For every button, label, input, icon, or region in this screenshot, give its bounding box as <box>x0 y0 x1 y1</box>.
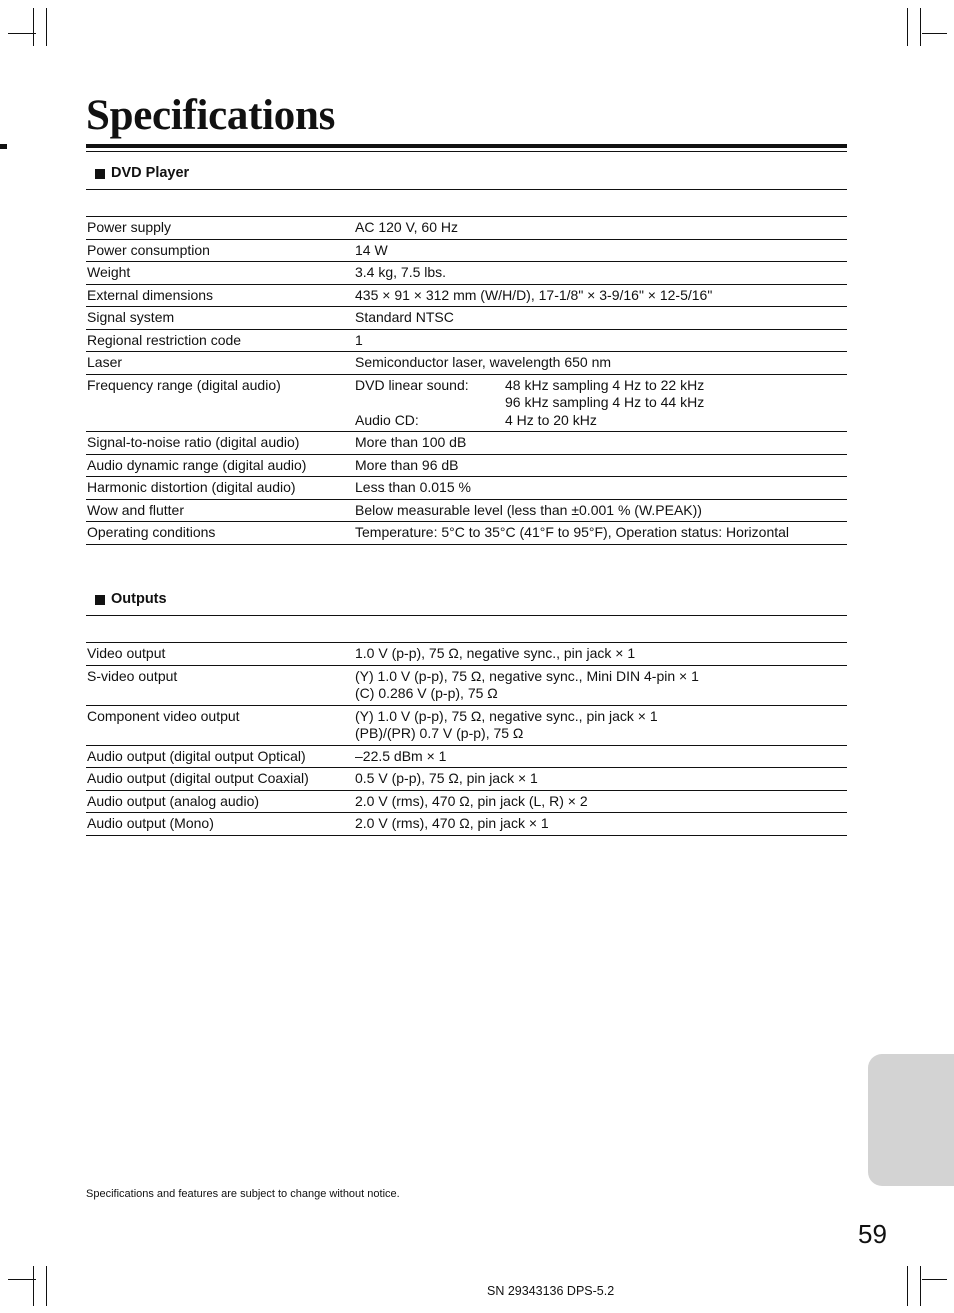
spec-value-line: Standard NTSC <box>355 309 454 325</box>
spec-value <box>354 665 847 705</box>
spec-row <box>86 477 847 500</box>
spec-label: S-video output <box>86 665 354 705</box>
spec-label: Audio dynamic range (digital audio) <box>86 454 354 477</box>
spec-value <box>354 374 847 432</box>
page-number: 59 <box>858 1219 887 1249</box>
spec-row <box>86 790 847 813</box>
spec-value <box>354 705 847 745</box>
spec-value <box>354 329 847 352</box>
spec-row <box>86 643 847 666</box>
spec-label: Audio output (analog audio) <box>86 790 354 813</box>
spec-value-line: 14 W <box>355 241 388 258</box>
spec-value-line: –22.5 dBm × 1 <box>355 747 447 764</box>
spec-label: Audio output (digital output Optical) <box>86 745 354 768</box>
spec-value-line: 2.0 V (rms), 470 Ω, pin jack × 1 <box>355 815 549 831</box>
spec-sub-label: Audio CD: <box>355 411 419 428</box>
spec-label: Regional restriction code <box>86 329 354 352</box>
spec-value-line: More than 100 dB <box>355 434 467 450</box>
spec-row <box>86 665 847 705</box>
spec-label: External dimensions <box>86 284 354 307</box>
spec-row <box>86 329 847 352</box>
spec-row <box>86 262 847 285</box>
chapter-tab <box>868 1054 954 1186</box>
spec-row <box>86 745 847 768</box>
spec-sub-line <box>355 377 847 395</box>
spec-value <box>354 790 847 813</box>
spec-value <box>354 352 847 375</box>
outputs-heading <box>86 591 847 616</box>
spec-row <box>86 454 847 477</box>
spec-value <box>354 239 847 262</box>
spec-label: Signal-to-noise ratio (digital audio) <box>86 432 354 455</box>
spec-value <box>354 813 847 836</box>
spec-value-line-2: (PB)/(PR) 0.7 V (p-p), 75 Ω <box>355 725 524 741</box>
spec-sub-line <box>355 412 847 430</box>
spec-row <box>86 307 847 330</box>
spec-row <box>86 432 847 455</box>
spec-value <box>354 477 847 500</box>
spec-value-line: Semiconductor laser, wavelength 650 nm <box>355 354 612 370</box>
spec-sub-value: 48 kHz sampling 4 Hz to 22 kHz <box>505 376 705 393</box>
spec-value-line-2: (C) 0.286 V (p-p), 75 Ω <box>355 685 498 701</box>
spec-label: Component video output <box>86 705 354 745</box>
spec-row <box>86 284 847 307</box>
spec-value-line: (Y) 1.0 V (p-p), 75 Ω, negative sync., pin jack × 1 <box>355 707 658 724</box>
spec-value <box>354 643 847 666</box>
spec-sub-label <box>355 394 505 412</box>
spec-label: Harmonic distortion (digital audio) <box>86 477 354 500</box>
spec-label: Video output <box>86 643 354 666</box>
dvd-player-heading <box>86 165 847 190</box>
spec-label: Signal system <box>86 307 354 330</box>
spec-sub-line <box>355 394 847 412</box>
spec-row <box>86 522 847 545</box>
document-code: SN 29343136 DPS-5.2 <box>487 1284 615 1298</box>
spec-label: Audio output (Mono) <box>86 813 354 836</box>
spec-sub-value: 4 Hz to 20 kHz <box>505 411 597 428</box>
spec-value <box>354 307 847 330</box>
spec-label: Power supply <box>86 217 354 240</box>
dvd-player-heading-label: DVD Player <box>111 165 190 181</box>
page-title: Specifications <box>86 92 336 139</box>
spec-value-line: Less than 0.015 % <box>355 479 471 495</box>
spec-value-line: 1 <box>355 331 363 348</box>
spec-row <box>86 352 847 375</box>
spec-row <box>86 705 847 745</box>
spec-value <box>354 217 847 240</box>
spec-value <box>354 499 847 522</box>
spec-value-line: 0.5 V (p-p), 75 Ω, pin jack × 1 <box>355 770 538 786</box>
spec-value-line: 1.0 V (p-p), 75 Ω, negative sync., pin jack × 1 <box>355 645 636 661</box>
spec-value <box>354 768 847 791</box>
spec-sub-label: DVD linear sound: <box>355 376 469 393</box>
outputs-heading-label: Outputs <box>111 591 167 607</box>
spec-label: Frequency range (digital audio) <box>86 374 354 432</box>
spec-row <box>86 768 847 791</box>
spec-value <box>354 522 847 545</box>
square-bullet-icon <box>95 595 105 605</box>
spec-value <box>354 262 847 285</box>
spec-label: Operating conditions <box>86 522 354 545</box>
spec-row <box>86 217 847 240</box>
spec-sub-value: 96 kHz sampling 4 Hz to 44 kHz <box>505 394 705 410</box>
spec-row <box>86 813 847 836</box>
spec-label: Power consumption <box>86 239 354 262</box>
spec-value <box>354 432 847 455</box>
spec-value-line: Temperature: 5°C to 35°C (41°F to 95°F), Operation status: Horizontal <box>355 524 790 540</box>
spec-value-line: Below measurable level (less than ±0.001 % (W.PEAK)) <box>355 501 702 518</box>
spec-row <box>86 374 847 432</box>
dvd-player-spec-table <box>86 216 847 545</box>
spec-label: Weight <box>86 262 354 285</box>
spec-value-line: 2.0 V (rms), 470 Ω, pin jack (L, R) × 2 <box>355 792 588 809</box>
spec-label: Audio output (digital output Coaxial) <box>86 768 354 791</box>
spec-value-line: 3.4 kg, 7.5 lbs. <box>355 264 447 280</box>
title-rule-thin <box>86 151 847 152</box>
footnote: Specifications and features are subject to change without notice. <box>86 1188 400 1200</box>
margin-mark <box>0 144 7 149</box>
spec-value-line: More than 96 dB <box>355 456 459 473</box>
spec-label: Wow and flutter <box>86 499 354 522</box>
spec-value-line: (Y) 1.0 V (p-p), 75 Ω, negative sync., Mini DIN 4-pin × 1 <box>355 667 699 684</box>
outputs-spec-table <box>86 642 847 836</box>
spec-label: Laser <box>86 352 354 375</box>
spec-row <box>86 499 847 522</box>
spec-row <box>86 239 847 262</box>
spec-value-line: AC 120 V, 60 Hz <box>355 219 458 235</box>
spec-value-line: 435 × 91 × 312 mm (W/H/D), 17-1/8" × 3-9/16" × 12-5/16" <box>355 286 713 303</box>
spec-value <box>354 454 847 477</box>
spec-value <box>354 284 847 307</box>
square-bullet-icon <box>95 169 105 179</box>
title-rule <box>86 144 847 148</box>
spec-value <box>354 745 847 768</box>
